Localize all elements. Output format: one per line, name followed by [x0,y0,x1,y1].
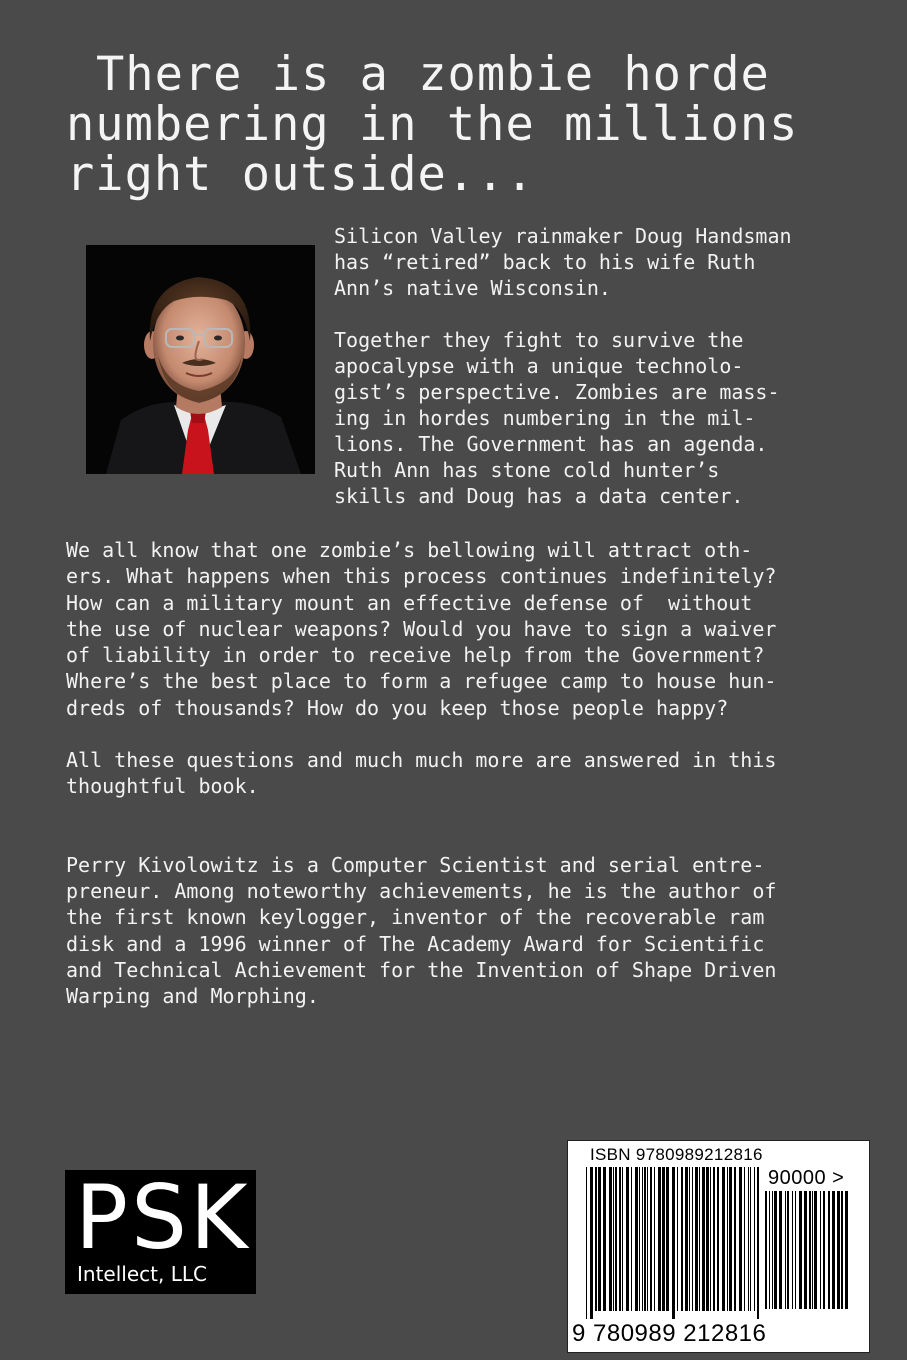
barcode-bar [609,1167,612,1311]
text-line: Ann’s native Wisconsin. [334,276,611,300]
barcode-bar [613,1167,614,1311]
barcode-bar [685,1167,688,1311]
barcode-bar [779,1191,782,1309]
barcode-bar [586,1167,587,1319]
barcode-bar [622,1167,623,1311]
author-portrait-illustration [86,245,315,474]
barcode-bar [757,1167,759,1319]
barcode-bar [713,1167,715,1311]
barcode-bar [744,1167,745,1311]
barcode-bar [689,1167,690,1311]
text-line: apocalypse with a unique technolo- [334,354,744,378]
text-line: Together they fight to survive the [334,328,744,352]
barcode-bar [658,1167,661,1311]
publisher-wordmark: PSK [75,1166,251,1269]
text-line: preneur. Among noteworthy achievements, he is the author of [66,878,777,903]
barcode-bar [820,1191,821,1309]
publisher-logo [65,1166,256,1294]
text-line: thoughtful book. [66,774,259,799]
barcode-bar [650,1167,652,1311]
barcode-bar [841,1191,843,1309]
barcode-bar [639,1167,640,1311]
text-line: lions. The Government has an agenda. [334,432,768,456]
barcode-bar [729,1167,732,1311]
publisher-subtitle: Intellect, LLC [77,1262,207,1286]
questions-paragraph [66,537,856,721]
author-bio-paragraph [66,852,856,1010]
barcode-bar [681,1167,683,1311]
text-line: All these questions and much much more are answered in this [66,748,777,773]
barcode-bar [799,1191,802,1309]
barcode-bar [765,1191,767,1309]
text-line: the first known keylogger, inventor of the recoverable ram [66,905,765,930]
text-line: of liability in order to receive help from the Government? [66,643,765,668]
barcode-bar [699,1167,700,1311]
text-line: We all know that one zombie’s bellowing will attract oth- [66,538,753,562]
text-line: Ruth Ann has stone cold hunter’s [334,458,720,482]
barcode-bar [702,1167,705,1311]
barcode-bar [635,1167,638,1311]
barcode-bar [631,1167,632,1311]
barcode-bar [823,1191,825,1309]
isbn-digits: 9 780989 212816 [572,1320,767,1347]
barcode-bar [722,1167,725,1311]
isbn-label: ISBN 9780989212816 [590,1145,763,1164]
text-line: How can a military mount an effective defense of without [66,590,753,615]
barcode-bar [769,1191,770,1309]
barcode-bar [710,1167,711,1311]
author-photo [86,245,315,474]
barcode-bar [706,1167,709,1311]
barcode-bar [666,1167,669,1311]
barcode-bar [603,1167,606,1311]
barcode-bar [792,1191,793,1309]
text-line: skills and Doug has a data center. [334,484,744,508]
blurb-paragraph [334,327,854,509]
text-line: Warping and Morphing. [66,984,319,1009]
isbn-barcode [567,1140,870,1353]
barcode-bar [795,1191,796,1309]
text-line: and Technical Achievement for the Invention of Shape Driven [66,957,777,982]
headline-line: right outside... [66,147,535,202]
price-code: 90000 > [768,1167,845,1189]
headline-line: There is a zombie horde [96,47,770,102]
ean13-bars [586,1167,760,1319]
barcode-bar [814,1191,817,1309]
barcode-bar [626,1167,629,1311]
text-line: ing in hordes numbering in the mil- [334,406,756,430]
barcode-bar [590,1167,593,1319]
text-line: dreds of thousands? How do you keep those people happy? [66,695,729,720]
closing-paragraph [66,747,856,800]
barcode-bar [598,1167,601,1311]
text-line: ers. What happens when this process continues indefinitely? [66,564,777,589]
barcode-bar [845,1191,848,1309]
text-line: Where’s the best place to form a refugee camp to house hun- [66,669,777,694]
barcode-bar [695,1167,698,1311]
barcode-bar [787,1191,789,1309]
barcode-bar [619,1167,621,1311]
barcode-bar [804,1191,807,1309]
barcode-bar [677,1167,678,1311]
barcode-bar [812,1191,813,1309]
barcode-bar [774,1191,777,1309]
paragraph-spacer [66,826,856,852]
barcode-bar [644,1167,646,1311]
barcode-bar [837,1191,840,1309]
headline-line: numbering in the millions [66,97,799,152]
barcode-bar [809,1191,811,1309]
text-line: gist’s perspective. Zombies are mass- [334,380,780,404]
barcode-bar [595,1167,597,1311]
barcode-bar [734,1167,736,1311]
blurb-paragraph [334,223,854,301]
headline [66,47,856,202]
barcode-bar [772,1191,773,1309]
addon-bars [765,1191,853,1317]
barcode-bar [832,1191,835,1309]
barcode-bar [717,1167,719,1311]
barcode-bar [672,1167,675,1319]
barcode-bar [662,1167,665,1311]
text-line: disk and a 1996 winner of The Academy Award for Scientific [66,931,765,956]
barcode-bar [739,1167,742,1311]
barcode-bar [750,1167,751,1311]
text-line: the use of nuclear weapons? Would you have to sign a waiver [66,616,777,641]
barcode-bar [642,1167,643,1311]
barcode-bar [692,1167,693,1311]
barcode-bar [647,1167,648,1311]
barcode-bar [785,1191,786,1309]
barcode-bar [828,1191,830,1309]
barcode-bar [748,1167,749,1311]
barcode-bar [654,1167,655,1311]
barcode-bar [754,1167,755,1311]
text-line: has “retired” back to his wife Ruth [334,250,756,274]
text-line: Silicon Valley rainmaker Doug Handsman [334,224,792,248]
barcode-bar [727,1167,728,1311]
text-line: Perry Kivolowitz is a Computer Scientist and serial entre- [66,852,765,877]
barcode-bar [615,1167,617,1311]
body-text [66,537,856,1035]
blurb [334,223,854,535]
